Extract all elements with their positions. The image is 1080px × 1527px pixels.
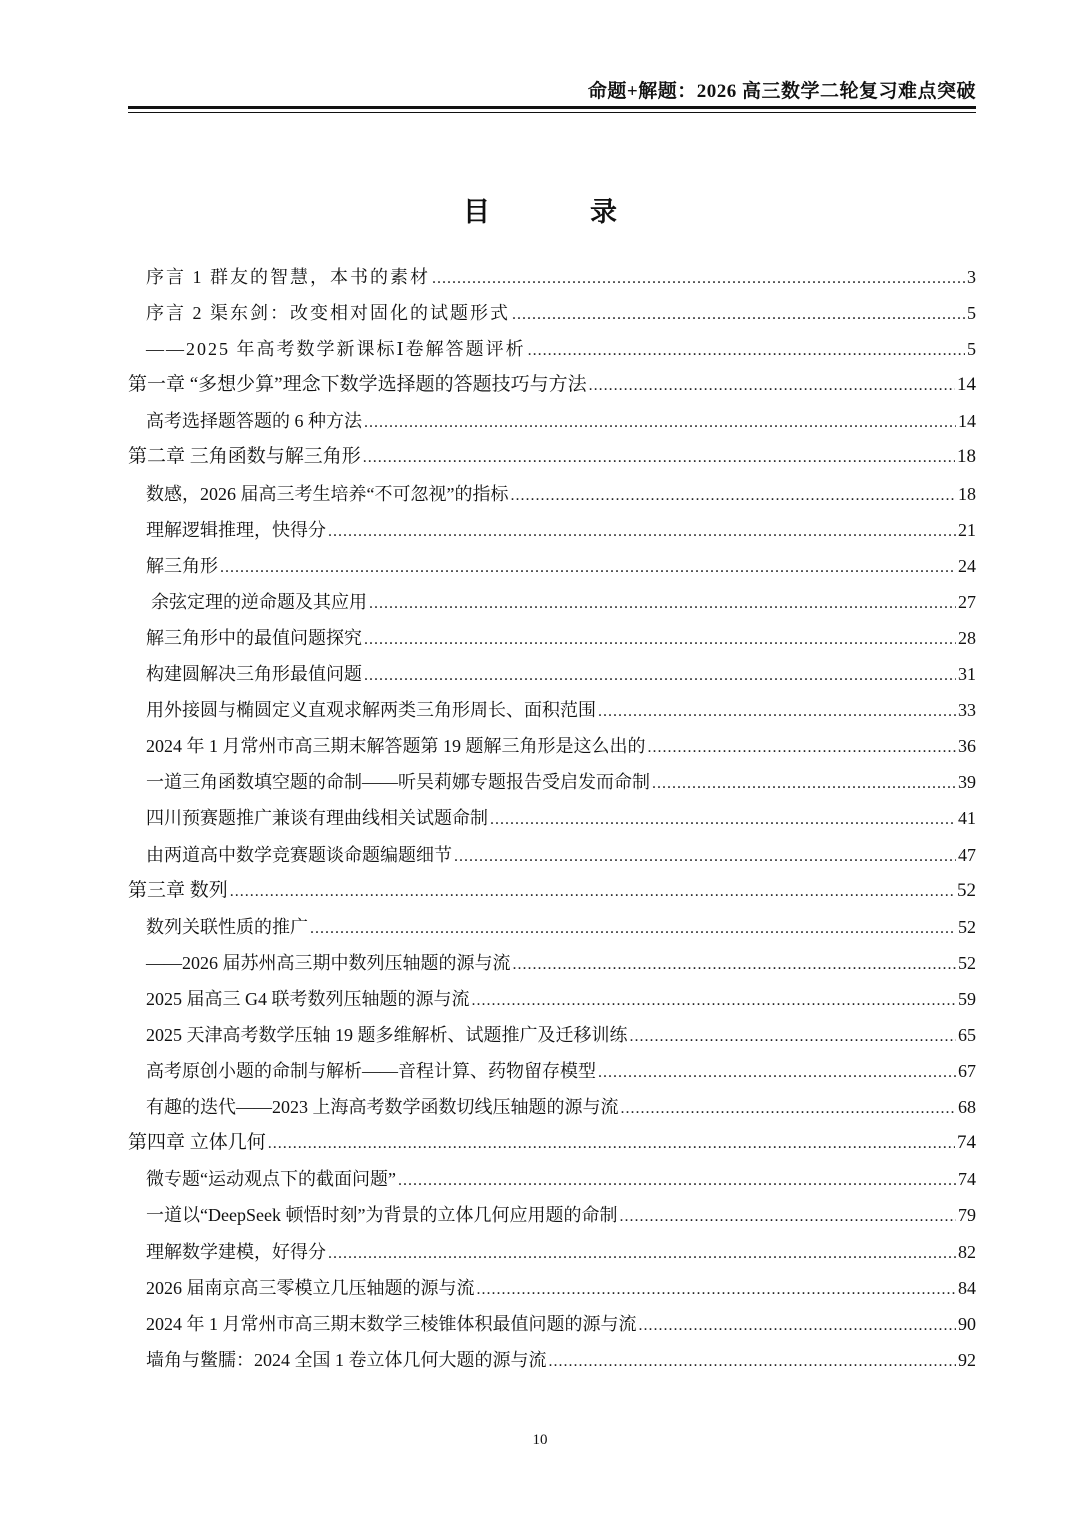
toc-dot-leader (648, 730, 957, 766)
toc-entry-label: 理解逻辑推理，快得分 (146, 519, 326, 540)
toc-title: 目录 (463, 197, 717, 228)
toc-entry-label: 有趣的迭代——2023 上海高考数学函数切线压轴题的源与流 (146, 1097, 619, 1118)
toc-section-entry[interactable] (128, 909, 976, 945)
toc-dot-leader (454, 839, 956, 875)
toc-entry-label: 数感，2026 届高三考生培养“不可忽视”的指标 (146, 483, 509, 504)
toc-entry-page: 84 (958, 1277, 976, 1298)
toc-entry-label: 高考原创小题的命制与解析——音程计算、药物留存模型 (146, 1061, 596, 1082)
toc-entry-label: 序言 1 群友的智慧，本书的素材 (146, 267, 430, 287)
toc-entry-label: 2024 年 1 月常州市高三期末数学三棱锥体积最值问题的源与流 (146, 1313, 637, 1334)
toc-section-entry[interactable] (128, 1342, 976, 1378)
toc-chapter-entry[interactable] (128, 439, 976, 475)
toc-entry-label: 四川预赛题推广兼谈有理曲线相关试题命制 (146, 808, 488, 829)
toc-dot-leader (220, 550, 956, 586)
toc-dot-leader (230, 874, 955, 910)
toc-entry-label: 2024 年 1 月常州市高三期末解答题第 19 题解三角形是这么出的 (146, 736, 646, 757)
toc-dot-leader (512, 297, 965, 333)
toc-chapter-entry[interactable] (128, 367, 976, 403)
toc-entry-label: 微专题“运动观点下的截面问题” (146, 1169, 396, 1190)
toc-section-entry[interactable] (128, 1017, 976, 1053)
toc-entry-page: 36 (958, 736, 976, 757)
toc-section-entry[interactable] (128, 1053, 976, 1089)
toc-dot-leader (598, 1055, 956, 1091)
toc-section-entry[interactable] (128, 945, 976, 981)
toc-dot-leader (364, 405, 956, 441)
toc-dot-leader (328, 514, 956, 550)
toc-section-entry[interactable] (128, 692, 976, 728)
toc-dot-leader (639, 1308, 957, 1344)
toc-entry-page: 47 (958, 844, 976, 865)
toc-entry-page: 79 (958, 1205, 976, 1226)
page-number: 10 (532, 1432, 548, 1448)
toc-dot-leader (490, 802, 956, 838)
toc-entry-page: 90 (958, 1313, 976, 1334)
toc-dot-leader (528, 333, 965, 369)
toc-entry-page: 14 (957, 374, 976, 396)
toc-entry-label: 2026 届南京高三零模立几压轴题的源与流 (146, 1277, 475, 1298)
toc-dot-leader (369, 586, 956, 622)
toc-entry-page: 5 (967, 339, 976, 360)
toc-dot-leader (310, 911, 956, 947)
toc-dot-leader (513, 947, 957, 983)
toc-section-entry[interactable] (128, 1197, 976, 1233)
toc-entry-page: 31 (958, 664, 976, 685)
toc-entry-label: 余弦定理的逆命题及其应用 (151, 591, 367, 612)
toc-entry-page: 33 (958, 700, 976, 721)
toc-entry-page: 52 (958, 916, 976, 937)
toc-dot-leader (432, 261, 965, 297)
toc-entry-page: 68 (958, 1097, 976, 1118)
toc-entry-page: 18 (957, 446, 976, 468)
toc-section-entry[interactable] (128, 1306, 976, 1342)
toc-section-entry[interactable] (128, 800, 976, 836)
toc-entry-page: 41 (958, 808, 976, 829)
toc-chapter-entry[interactable] (128, 873, 976, 909)
running-header-title: 命题+解题：2026 高三数学二轮复习难点突破 (587, 81, 976, 102)
toc-entry-label: 一道以“DeepSeek 顿悟时刻”为背景的立体几何应用题的命制 (146, 1205, 618, 1226)
toc-dot-leader (364, 622, 956, 658)
toc-section-entry[interactable] (128, 295, 976, 331)
toc-dot-leader (398, 1163, 956, 1199)
toc-section-entry[interactable] (128, 728, 976, 764)
toc-section-entry[interactable] (128, 1270, 976, 1306)
toc-entry-label: 序言 2 渠东剑：改变相对固化的试题形式 (146, 303, 510, 324)
toc-entry-page: 39 (958, 772, 976, 793)
toc-entry-page: 28 (958, 627, 976, 648)
toc-entry-label: ——2025 年高考数学新课标Ⅰ卷解答题评析 (146, 339, 526, 360)
toc-entry-page: 27 (958, 591, 976, 612)
toc-entry-label: 2025 届高三 G4 联考数列压轴题的源与流 (146, 988, 470, 1009)
toc-entry-page: 65 (958, 1024, 976, 1045)
toc-entry-label: 第四章 立体几何 (128, 1132, 266, 1154)
toc-entry-label: 数列关联性质的推广 (146, 916, 308, 937)
toc-dot-leader (477, 1272, 957, 1308)
toc-entry-label: 解三角形 (146, 555, 218, 576)
toc-section-entry[interactable] (128, 476, 976, 512)
toc-entry-page: 21 (958, 519, 976, 540)
toc-entry-page: 24 (958, 555, 976, 576)
toc-section-entry[interactable] (128, 837, 976, 873)
toc-dot-leader (630, 1019, 957, 1055)
toc-section-entry[interactable] (128, 403, 976, 439)
toc-section-entry[interactable] (128, 584, 976, 620)
toc-section-entry[interactable] (128, 1089, 976, 1125)
toc-dot-leader (268, 1126, 955, 1162)
toc-entry-label: 构建圆解决三角形最值问题 (146, 664, 362, 685)
table-of-contents (128, 259, 976, 1378)
toc-dot-leader (364, 658, 956, 694)
toc-entry-page: 74 (957, 1132, 976, 1154)
toc-entry-page: 82 (958, 1241, 976, 1262)
toc-section-entry[interactable] (128, 656, 976, 692)
toc-section-entry[interactable] (128, 259, 976, 295)
toc-dot-leader (510, 478, 956, 514)
toc-entry-page: 59 (958, 988, 976, 1009)
toc-entry-page: 3 (967, 267, 976, 287)
toc-section-entry[interactable] (128, 1161, 976, 1197)
toc-entry-label: 高考选择题答题的 6 种方法 (146, 411, 362, 432)
toc-entry-label: 2025 天津高考数学压轴 19 题多维解析、试题推广及迁移训练 (146, 1024, 628, 1045)
toc-entry-label: 一道三角函数填空题的命制——听吴莉娜专题报告受启发而命制 (146, 772, 650, 793)
toc-dot-leader (598, 694, 956, 730)
toc-entry-label: 理解数学建模，好得分 (146, 1241, 326, 1262)
toc-entry-label: ——2026 届苏州高三期中数列压轴题的源与流 (146, 952, 511, 973)
toc-section-entry[interactable] (128, 981, 976, 1017)
toc-entry-label: 第一章 “多想少算”理念下数学选择题的答题技巧与方法 (128, 374, 587, 396)
toc-entry-page: 52 (958, 952, 976, 973)
toc-entry-page: 14 (958, 411, 976, 432)
toc-dot-leader (589, 368, 955, 404)
toc-section-entry[interactable] (128, 1234, 976, 1270)
toc-dot-leader (549, 1344, 957, 1380)
toc-entry-label: 解三角形中的最值问题探究 (146, 627, 362, 648)
toc-dot-leader (328, 1236, 956, 1272)
toc-dot-leader (363, 440, 955, 476)
toc-entry-label: 第二章 三角函数与解三角形 (128, 446, 361, 468)
toc-entry-page: 67 (958, 1061, 976, 1082)
toc-section-entry[interactable] (128, 620, 976, 656)
toc-entry-label: 用外接圆与椭圆定义直观求解两类三角形周长、面积范围 (146, 700, 596, 721)
toc-entry-page: 52 (957, 879, 976, 901)
toc-entry-label: 墙角与鳖臑：2024 全国 1 卷立体几何大题的源与流 (146, 1349, 547, 1370)
toc-entry-page: 18 (958, 483, 976, 504)
toc-entry-label: 由两道高中数学竞赛题谈命题编题细节 (146, 844, 452, 865)
toc-entry-page: 92 (958, 1349, 976, 1370)
toc-entry-label: 第三章 数列 (128, 879, 228, 901)
toc-dot-leader (621, 1091, 957, 1127)
toc-dot-leader (472, 983, 957, 1019)
running-header (128, 74, 976, 109)
toc-section-entry[interactable] (128, 764, 976, 800)
toc-section-entry[interactable] (128, 548, 976, 584)
toc-entry-page: 74 (958, 1169, 976, 1190)
toc-chapter-entry[interactable] (128, 1125, 976, 1161)
toc-dot-leader (619, 1199, 956, 1235)
toc-section-entry[interactable] (128, 331, 976, 367)
toc-entry-page: 5 (967, 303, 976, 324)
toc-section-entry[interactable] (128, 512, 976, 548)
toc-dot-leader (652, 766, 956, 802)
